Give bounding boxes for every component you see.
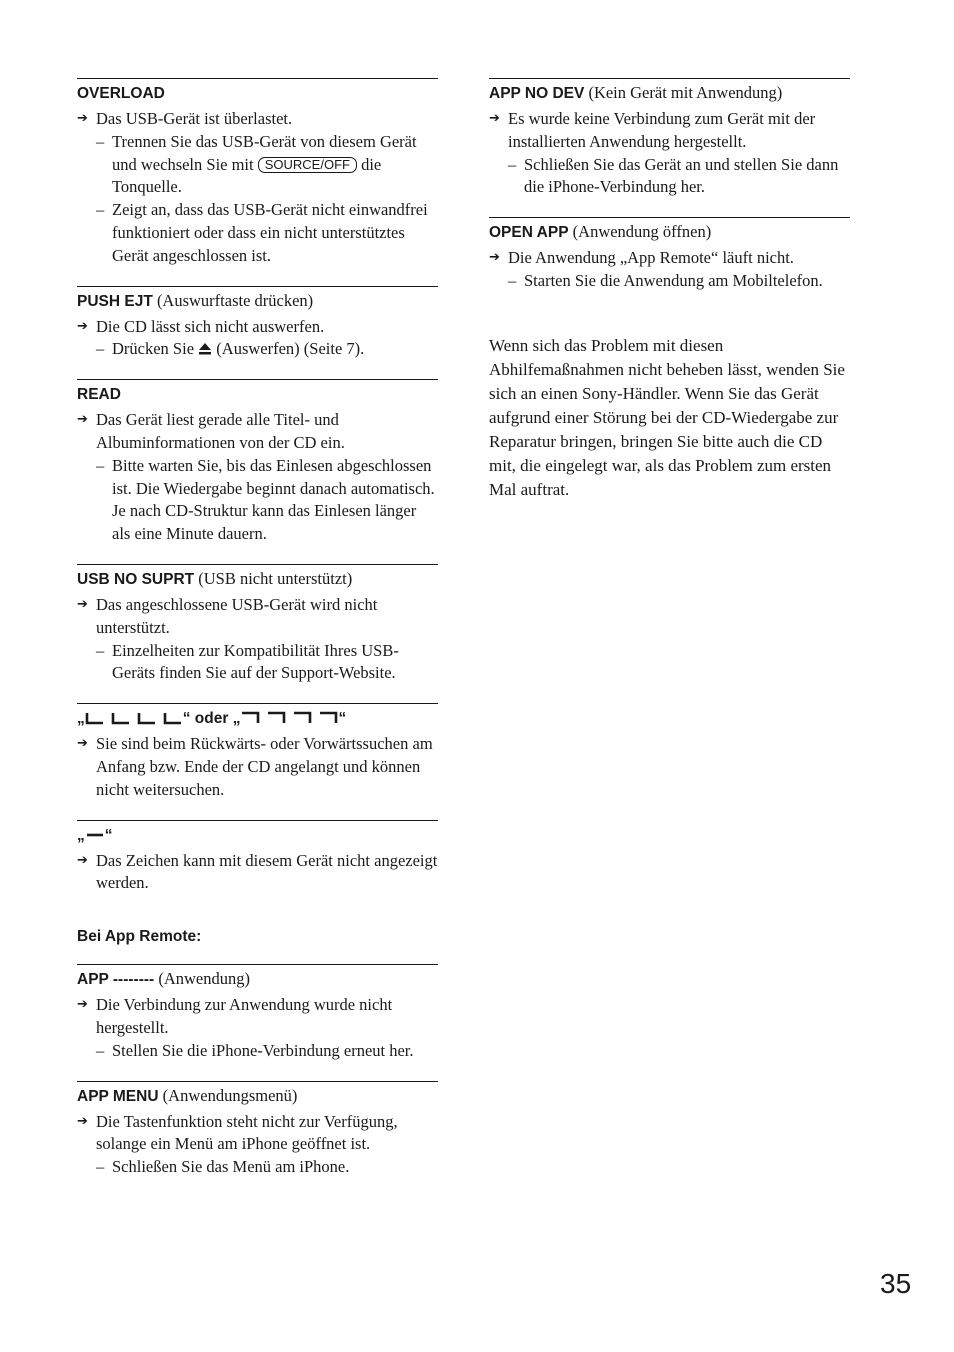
quote-close: “ — [104, 826, 113, 844]
entry-heading — [77, 290, 438, 313]
remedy-text: Schließen Sie das Menü am iPhone. — [112, 1157, 350, 1177]
entry-heading — [77, 383, 438, 406]
remedy-text-start: Drücken Sie — [112, 339, 195, 359]
cause-text: Die Verbindung zur Anwendung wurde nicht hergestellt. — [96, 995, 393, 1037]
quote-open: „ — [77, 826, 85, 844]
cause-text: Es wurde keine Verbindung zum Gerät mit der installierten Anwendung hergestellt. — [508, 109, 816, 151]
arrow-icon: ➔ — [77, 736, 88, 752]
remedy-item — [96, 455, 438, 546]
entry-push-ejt — [77, 286, 438, 362]
left-column — [77, 78, 438, 1179]
section-heading: Bei App Remote: — [77, 928, 202, 946]
remedy-item — [96, 338, 438, 361]
dash-marker: – — [96, 640, 105, 660]
dash-marker: – — [96, 1040, 105, 1060]
cause-item — [77, 594, 438, 640]
error-code: OVERLOAD — [77, 85, 165, 102]
remedy-text: Bitte warten Sie, bis das Einlesen abgeschlossen ist. Die Wiedergabe beginnt danach automatisch. Je nach CD-Struktur kann das Einlesen länger als eine Minute dauern. — [112, 455, 435, 544]
remedy-item — [508, 270, 850, 293]
dash-marker: – — [96, 1157, 105, 1177]
dash-marker: – — [96, 339, 105, 359]
source-off-button-label: SOURCE/OFF — [258, 157, 357, 173]
entry-overload — [77, 78, 438, 268]
error-description: (Kein Gerät mit Anwendung) — [588, 83, 783, 102]
entry-open-app — [489, 217, 850, 293]
error-description: (USB nicht unterstützt) — [198, 568, 353, 588]
error-description: (Anwendungsmenü) — [162, 1085, 298, 1105]
remedy-item — [96, 131, 438, 199]
cause-item — [77, 733, 438, 801]
quote-open: „ — [232, 710, 241, 728]
eject-icon — [198, 342, 212, 356]
entry-app-menu — [77, 1081, 438, 1179]
cause-text: Das Gerät liest gerade alle Titel- und Albuminformationen von der CD ein. — [96, 410, 345, 452]
entry-usb-no-suprt — [77, 564, 438, 685]
arrow-icon: ➔ — [77, 1113, 88, 1129]
remedy-item — [96, 199, 438, 267]
remedy-item — [96, 640, 438, 686]
cause-item — [489, 108, 850, 154]
remedy-text: Stellen Sie die iPhone-Verbindung erneut her. — [112, 1040, 414, 1060]
remedy-text: Einzelheiten zur Kompatibilität Ihres USB-Geräts finden Sie auf der Support-Website. — [112, 640, 399, 683]
dash-marker: – — [96, 200, 105, 220]
error-code: APP -------- — [77, 971, 155, 989]
arrow-icon: ➔ — [77, 318, 88, 334]
page-number: 35 — [880, 1268, 912, 1299]
cause-text: Das Zeichen kann mit diesem Gerät nicht angezeigt werden. — [96, 850, 438, 893]
cause-text: Das angeschlossene USB-Gerät wird nicht unterstützt. — [96, 594, 378, 637]
error-code: USB NO SUPRT — [77, 570, 195, 588]
entry-heading — [77, 568, 438, 591]
bottom-segment-icon — [85, 711, 183, 725]
remedy-text — [112, 131, 438, 199]
arrow-icon: ➔ — [77, 596, 88, 612]
entry-dash-character — [77, 820, 438, 896]
dash-marker: – — [508, 154, 517, 174]
error-code: PUSH EJT — [77, 292, 153, 310]
error-description: (Anwendung) — [158, 969, 250, 989]
error-code: APP MENU — [77, 1087, 159, 1105]
cause-item — [77, 850, 438, 896]
dash-marker: – — [96, 131, 105, 151]
remedy-text-start: Trennen Sie das USB-Gerät von diesem Gerät und wechseln Sie mit — [112, 131, 417, 174]
cause-item — [77, 994, 438, 1040]
remedy-text: Zeigt an, dass das USB-Gerät nicht einwandfrei funktioniert oder dass ein nicht unterstütztes Gerät angeschlossen ist. — [112, 200, 428, 265]
error-code: OPEN APP — [489, 224, 569, 242]
cause-text: Die Tastenfunktion steht nicht zur Verfügung, solange ein Menü am iPhone geöffnet ist. — [96, 1111, 398, 1154]
entry-heading — [489, 221, 850, 244]
entry-read — [77, 379, 438, 546]
arrow-icon: ➔ — [77, 111, 88, 126]
arrow-icon: ➔ — [77, 412, 88, 428]
remedy-text-end: die Tonquelle. — [112, 154, 382, 197]
cause-item — [77, 1111, 438, 1157]
entry-heading — [77, 82, 438, 105]
entry-app — [77, 964, 438, 1062]
cause-text: Die Anwendung „App Remote“ läuft nicht. — [508, 248, 794, 268]
cause-item — [489, 247, 850, 270]
arrow-icon: ➔ — [489, 250, 500, 266]
remedy-text: Schließen Sie das Gerät an und stellen Sie dann die iPhone-Verbindung her. — [524, 154, 839, 197]
quote-close: “ — [338, 710, 347, 728]
right-column — [489, 78, 850, 502]
remedy-text-end: (Auswerfen) (Seite 7). — [216, 339, 365, 359]
error-code: APP NO DEV — [489, 85, 585, 102]
entry-segment-symbols — [77, 703, 438, 801]
arrow-icon: ➔ — [77, 997, 88, 1013]
entry-app-no-dev — [489, 78, 850, 199]
error-description: (Anwendung öffnen) — [572, 222, 712, 242]
cause-item — [77, 108, 438, 131]
entry-heading — [77, 824, 438, 847]
cause-text: Das USB-Gerät ist überlastet. — [96, 109, 293, 128]
cause-text: Die CD lässt sich nicht auswerfen. — [96, 316, 325, 336]
oder-text: oder — [190, 710, 233, 728]
dash-marker: – — [508, 270, 517, 290]
error-description: (Auswurftaste drücken) — [156, 290, 314, 310]
dash-marker: – — [96, 455, 105, 475]
error-code: READ — [77, 386, 121, 404]
entry-heading — [489, 82, 850, 105]
quote-open: „ — [77, 710, 85, 728]
cause-text: Sie sind beim Rückwärts- oder Vorwärtssuchen am Anfang bzw. Ende der CD angelangt und können nicht weitersuchen. — [96, 734, 433, 799]
remedy-item — [96, 1156, 438, 1179]
remedy-item — [96, 1040, 438, 1063]
cause-item — [77, 409, 438, 455]
remedy-item — [508, 154, 850, 200]
arrow-icon: ➔ — [77, 852, 88, 868]
entry-heading — [77, 968, 438, 991]
closing-paragraph: Wenn sich das Problem mit diesen Abhilfemaßnahmen nicht beheben lässt, wenden Sie sich an einen Sony-Händler. Wenn Sie das Gerät aufgrund einer Störung bei der CD-Wiedergabe zur Reparatur bringen, bringen Sie bitte auch die CD mit, die eingelegt war, als das Problem zum ersten Mal auftrat. — [489, 335, 845, 499]
remedy-text — [112, 338, 438, 361]
top-segment-icon — [240, 711, 338, 725]
entry-heading — [77, 707, 438, 730]
quote-close: “ — [182, 710, 191, 728]
remedy-text: Starten Sie die Anwendung am Mobiltelefon. — [524, 270, 823, 290]
cause-item — [77, 316, 438, 339]
entry-heading — [77, 1085, 438, 1108]
dash-segment-icon — [85, 828, 105, 842]
arrow-icon: ➔ — [489, 111, 500, 126]
